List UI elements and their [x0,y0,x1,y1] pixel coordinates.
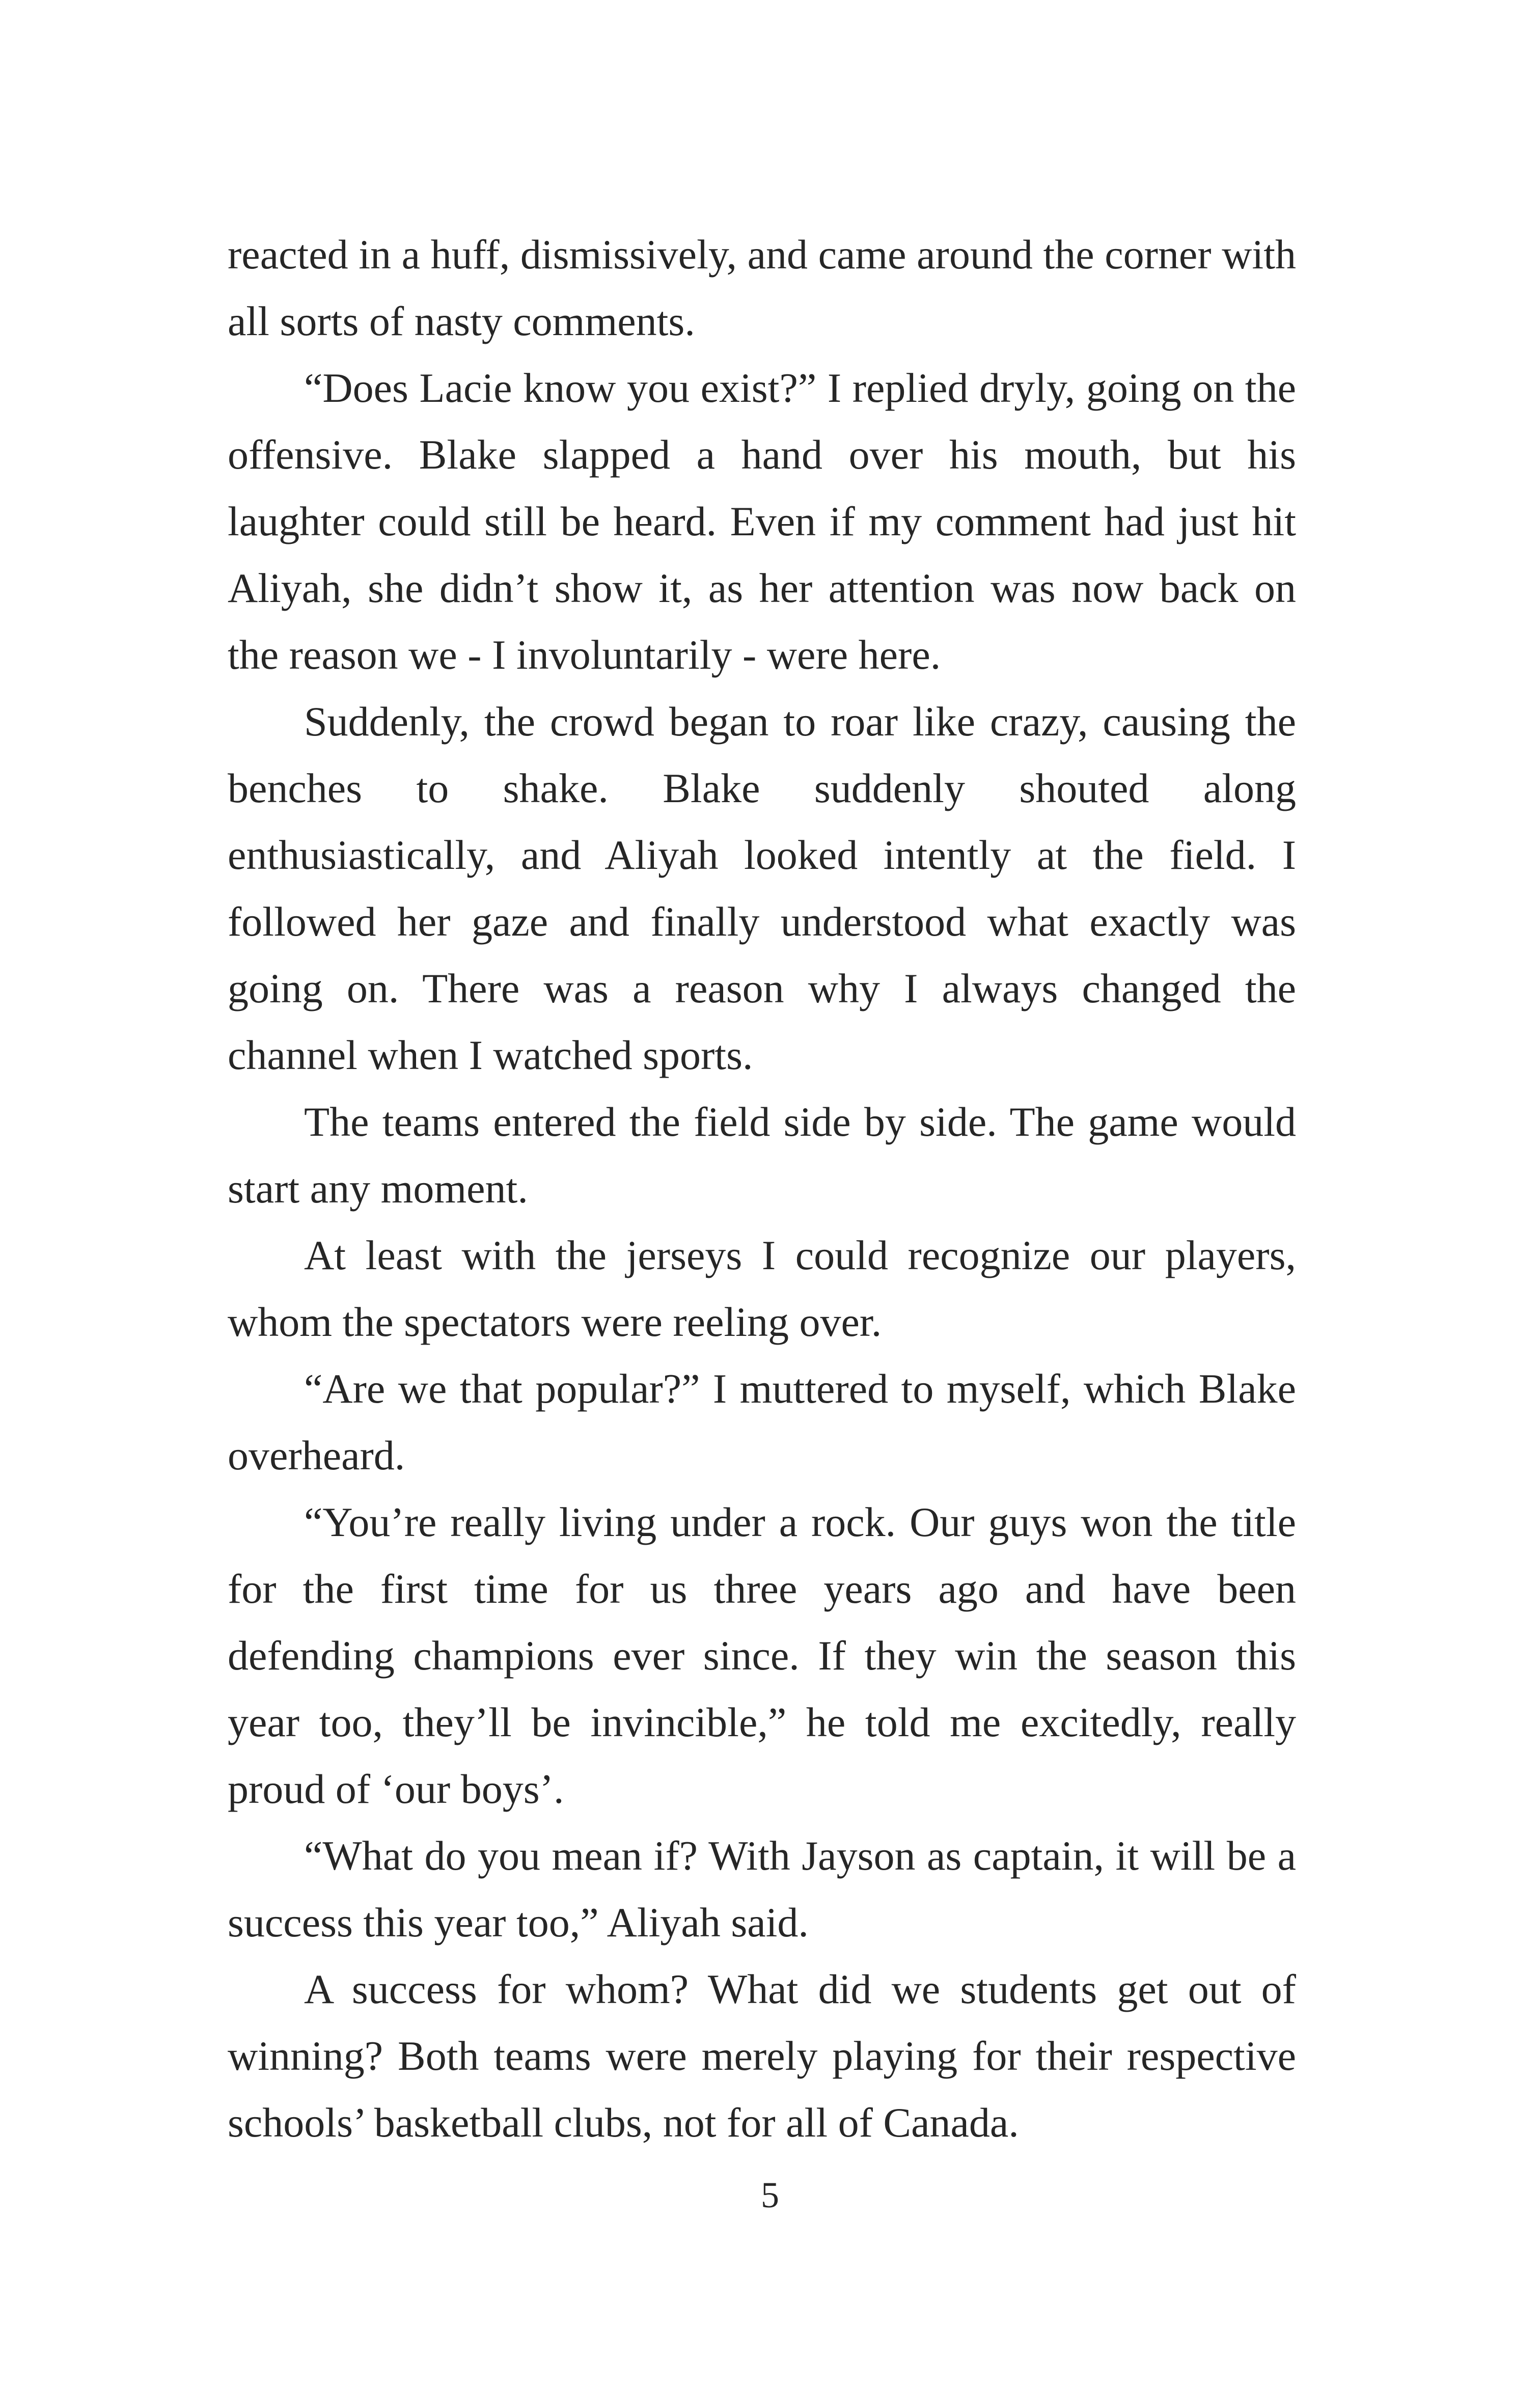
paragraph-9: A success for whom? What did we students get out of winning? Both teams were merely playing for their respective schools’ basketball clubs, not for all of Canada. [228,1966,1296,2146]
body-text [228,221,1296,2156]
paragraph-4: The teams entered the field side by side. The game would start any moment. [228,1099,1296,1212]
page-number: 5 [761,2175,779,2215]
paragraph-5: At least with the jerseys I could recognize our players, whom the spectators were reeling over. [228,1232,1296,1345]
paragraph-6: “Are we that popular?” I muttered to myself, which Blake overheard. [228,1365,1296,1479]
paragraph-7: “You’re really living under a rock. Our guys won the title for the first time for us three years ago and have been defending champions ever since. If they win the season this year too, they’ll be invincible,” he told me excitedly, really proud of ‘our boys’. [228,1499,1296,1812]
paragraph-2: “Does Lacie know you exist?” I replied dryly, going on the offensive. Blake slapped a hand over his mouth, but his laughter could still be heard. Even if my comment had just hit Aliyah, she didn’t show it, as her attention was now back on the reason we - I involuntarily - were here. [228,365,1296,678]
paragraph-3: Suddenly, the crowd began to roar like crazy, causing the benches to shake. Blake suddenly shouted along enthusiastically, and Aliyah looked intently at the field. I followed her gaze and finally understood what exactly was going on. There was a reason why I always changed the channel when I watched sports. [228,698,1296,1078]
paragraph-1: reacted in a huff, dismissively, and came around the corner with all sorts of nasty comments. [228,231,1296,344]
paragraph-8: “What do you mean if? With Jayson as captain, it will be a success this year too,” Aliyah said. [228,1832,1296,1946]
